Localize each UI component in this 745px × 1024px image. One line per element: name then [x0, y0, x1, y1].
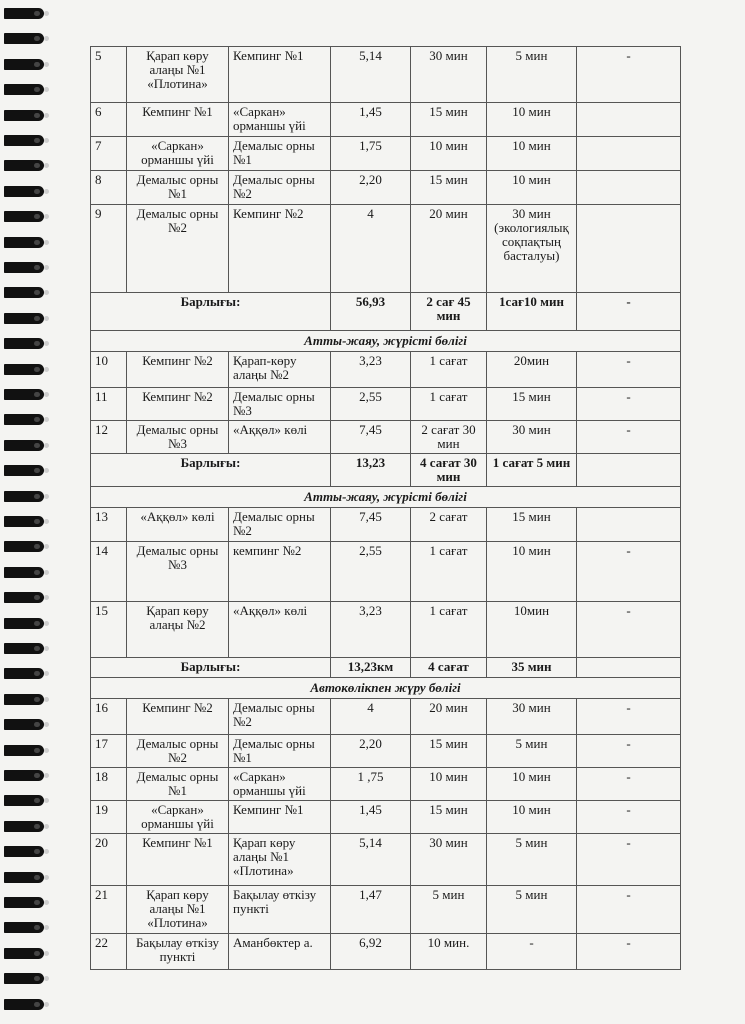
punch-hole: [44, 849, 49, 854]
route-from: Қарап көру алаңы №1 «Плотина»: [127, 47, 229, 103]
route-to: кемпинг №2: [229, 542, 331, 602]
distance-km: 1 ,75: [331, 768, 411, 801]
binding-ring: [4, 719, 44, 730]
route-to: Кемпинг №1: [229, 801, 331, 834]
note: -: [577, 352, 681, 388]
total-travel-time: 2 сағ 45 мин: [411, 293, 487, 331]
row-number: 13: [91, 508, 127, 542]
table-row: [91, 137, 681, 171]
punch-hole: [44, 11, 49, 16]
distance-km: 2,20: [331, 735, 411, 768]
punch-hole: [44, 748, 49, 753]
total-note: -: [577, 293, 681, 331]
distance-km: 4: [331, 205, 411, 293]
note: -: [577, 834, 681, 886]
route-from: Кемпинг №2: [127, 352, 229, 388]
rest-time: 10мин: [487, 602, 577, 658]
table-row: [91, 352, 681, 388]
punch-hole: [44, 367, 49, 372]
total-travel-time: 4 сағат: [411, 658, 487, 678]
row-number: 16: [91, 699, 127, 735]
total-row: [91, 293, 681, 331]
note: -: [577, 699, 681, 735]
distance-km: 7,45: [331, 508, 411, 542]
travel-time: 30 мин: [411, 47, 487, 103]
rest-time: 10 мин: [487, 137, 577, 171]
total-label: Барлығы:: [91, 658, 331, 678]
total-label: Барлығы:: [91, 454, 331, 487]
rest-time: 10 мин: [487, 801, 577, 834]
total-distance: 13,23: [331, 454, 411, 487]
total-rest-time: 1 сағат 5 мин: [487, 454, 577, 487]
binding-ring: [4, 745, 44, 756]
distance-km: 3,23: [331, 602, 411, 658]
punch-hole: [44, 265, 49, 270]
route-to: Демалыс орны №1: [229, 137, 331, 171]
route-to: «Аққөл» көлі: [229, 421, 331, 454]
punch-hole: [44, 595, 49, 600]
table-row: [91, 768, 681, 801]
binding-ring: [4, 33, 44, 44]
punch-hole: [44, 62, 49, 67]
punch-hole: [44, 951, 49, 956]
punch-hole: [44, 189, 49, 194]
row-number: 18: [91, 768, 127, 801]
binding-ring: [4, 414, 44, 425]
punch-hole: [44, 773, 49, 778]
binding-ring: [4, 491, 44, 502]
route-from: Қарап көру алаңы №1 «Плотина»: [127, 886, 229, 934]
rest-time: 20мин: [487, 352, 577, 388]
route-from: «Аққөл» көлі: [127, 508, 229, 542]
section-title: Атты-жаяу, жүрісті бөлігі: [91, 487, 681, 508]
total-distance: 13,23км: [331, 658, 411, 678]
binding-ring: [4, 262, 44, 273]
row-number: 11: [91, 388, 127, 421]
travel-time: 30 мин: [411, 834, 487, 886]
rest-time: 10 мин: [487, 542, 577, 602]
route-to: Аманбөктер а.: [229, 934, 331, 970]
table-row: [91, 421, 681, 454]
table-row: [91, 508, 681, 542]
total-row: [91, 658, 681, 678]
distance-km: 1,45: [331, 103, 411, 137]
travel-time: 1 сағат: [411, 542, 487, 602]
route-to: Бақылау өткізу пункті: [229, 886, 331, 934]
binding-ring: [4, 135, 44, 146]
distance-km: 5,14: [331, 47, 411, 103]
binding-ring: [4, 287, 44, 298]
row-number: 6: [91, 103, 127, 137]
binding-ring: [4, 211, 44, 222]
punch-hole: [44, 875, 49, 880]
route-from: Демалыс орны №1: [127, 171, 229, 205]
rest-time: 30 мин: [487, 421, 577, 454]
row-number: 10: [91, 352, 127, 388]
travel-time: 15 мин: [411, 103, 487, 137]
binding-ring: [4, 770, 44, 781]
route-to: Кемпинг №2: [229, 205, 331, 293]
punch-hole: [44, 36, 49, 41]
distance-km: 7,45: [331, 421, 411, 454]
note: [577, 137, 681, 171]
punch-hole: [44, 443, 49, 448]
row-number: 21: [91, 886, 127, 934]
row-number: 8: [91, 171, 127, 205]
total-travel-time: 4 сағат 30 мин: [411, 454, 487, 487]
punch-hole: [44, 976, 49, 981]
travel-time: 20 мин: [411, 699, 487, 735]
binding-ring: [4, 84, 44, 95]
punch-hole: [44, 646, 49, 651]
note: -: [577, 542, 681, 602]
travel-time: 15 мин: [411, 801, 487, 834]
punch-hole: [44, 900, 49, 905]
table-row: [91, 47, 681, 103]
punch-hole: [44, 519, 49, 524]
punch-hole: [44, 316, 49, 321]
note: -: [577, 886, 681, 934]
travel-time: 10 мин: [411, 768, 487, 801]
row-number: 17: [91, 735, 127, 768]
route-table: [90, 46, 681, 970]
binding-ring: [4, 338, 44, 349]
route-to: Қарап-көру алаңы №2: [229, 352, 331, 388]
row-number: 22: [91, 934, 127, 970]
rest-time: 10 мин: [487, 171, 577, 205]
route-from: Кемпинг №1: [127, 103, 229, 137]
rest-time: 10 мин: [487, 103, 577, 137]
punch-hole: [44, 722, 49, 727]
binding-ring: [4, 541, 44, 552]
route-from: Демалыс орны №3: [127, 421, 229, 454]
rest-time: 30 мин (экологиялық соқпақтың басталуы): [487, 205, 577, 293]
table-row: [91, 388, 681, 421]
punch-hole: [44, 392, 49, 397]
binding-ring: [4, 999, 44, 1010]
distance-km: 2,55: [331, 542, 411, 602]
route-to: Демалыс орны №2: [229, 508, 331, 542]
table-row: [91, 602, 681, 658]
punch-hole: [44, 621, 49, 626]
punch-hole: [44, 240, 49, 245]
punch-hole: [44, 214, 49, 219]
rest-time: 15 мин: [487, 388, 577, 421]
binding-ring: [4, 973, 44, 984]
route-from: Кемпинг №2: [127, 699, 229, 735]
note: -: [577, 768, 681, 801]
rest-time: 5 мин: [487, 886, 577, 934]
table-row: [91, 171, 681, 205]
punch-hole: [44, 544, 49, 549]
route-to: Қарап көру алаңы №1 «Плотина»: [229, 834, 331, 886]
route-to: Кемпинг №1: [229, 47, 331, 103]
row-number: 9: [91, 205, 127, 293]
row-number: 14: [91, 542, 127, 602]
binding-ring: [4, 440, 44, 451]
distance-km: 1,75: [331, 137, 411, 171]
distance-km: 4: [331, 699, 411, 735]
binding-ring: [4, 567, 44, 578]
binding-ring: [4, 694, 44, 705]
travel-time: 2 сағат 30 мин: [411, 421, 487, 454]
rest-time: 30 мин: [487, 699, 577, 735]
binding-ring: [4, 8, 44, 19]
binding-ring: [4, 465, 44, 476]
note: -: [577, 388, 681, 421]
punch-hole: [44, 925, 49, 930]
travel-time: 2 сағат: [411, 508, 487, 542]
travel-time: 15 мин: [411, 171, 487, 205]
binding-ring: [4, 592, 44, 603]
binding-ring: [4, 364, 44, 375]
route-to: Демалыс орны №3: [229, 388, 331, 421]
binding-ring: [4, 313, 44, 324]
binding-ring: [4, 186, 44, 197]
rest-time: -: [487, 934, 577, 970]
table-row: [91, 735, 681, 768]
route-from: Қарап көру алаңы №2: [127, 602, 229, 658]
total-label: Барлығы:: [91, 293, 331, 331]
binding-ring: [4, 160, 44, 171]
punch-hole: [44, 494, 49, 499]
note: -: [577, 934, 681, 970]
punch-hole: [44, 824, 49, 829]
note: [577, 205, 681, 293]
binding-ring: [4, 110, 44, 121]
route-to: Демалыс орны №2: [229, 699, 331, 735]
table-row: [91, 103, 681, 137]
table-row: [91, 542, 681, 602]
table-row: [91, 699, 681, 735]
distance-km: 1,45: [331, 801, 411, 834]
note: -: [577, 421, 681, 454]
punch-hole: [44, 570, 49, 575]
route-from: Кемпинг №1: [127, 834, 229, 886]
row-number: 19: [91, 801, 127, 834]
travel-time: 1 сағат: [411, 352, 487, 388]
rest-time: 15 мин: [487, 508, 577, 542]
route-from: Демалыс орны №2: [127, 205, 229, 293]
distance-km: 5,14: [331, 834, 411, 886]
distance-km: 2,20: [331, 171, 411, 205]
binding-ring: [4, 389, 44, 400]
note: -: [577, 801, 681, 834]
punch-hole: [44, 417, 49, 422]
note: -: [577, 735, 681, 768]
punch-hole: [44, 290, 49, 295]
punch-hole: [44, 87, 49, 92]
travel-time: 1 сағат: [411, 388, 487, 421]
punch-hole: [44, 138, 49, 143]
punch-hole: [44, 798, 49, 803]
binding-ring: [4, 59, 44, 70]
route-from: «Саркан» орманшы үйі: [127, 801, 229, 834]
travel-time: 5 мин: [411, 886, 487, 934]
distance-km: 2,55: [331, 388, 411, 421]
rest-time: 10 мин: [487, 768, 577, 801]
note: [577, 508, 681, 542]
section-header-row: [91, 331, 681, 352]
route-from: Кемпинг №2: [127, 388, 229, 421]
row-number: 12: [91, 421, 127, 454]
travel-time: 10 мин.: [411, 934, 487, 970]
distance-km: 3,23: [331, 352, 411, 388]
route-to: «Саркан» орманшы үйі: [229, 768, 331, 801]
note: -: [577, 602, 681, 658]
total-row: [91, 454, 681, 487]
binding-ring: [4, 516, 44, 527]
punch-hole: [44, 113, 49, 118]
table-row: [91, 205, 681, 293]
binding-ring: [4, 618, 44, 629]
binding-ring: [4, 668, 44, 679]
binding-ring: [4, 948, 44, 959]
section-title: Автокөлікпен жүру бөлігі: [91, 678, 681, 699]
punch-hole: [44, 341, 49, 346]
table-row: [91, 934, 681, 970]
section-header-row: [91, 678, 681, 699]
punch-hole: [44, 671, 49, 676]
table-row: [91, 801, 681, 834]
binding-ring: [4, 872, 44, 883]
note: [577, 171, 681, 205]
binding-ring: [4, 821, 44, 832]
travel-time: 15 мин: [411, 735, 487, 768]
rest-time: 5 мин: [487, 834, 577, 886]
route-to: Демалыс орны №2: [229, 171, 331, 205]
total-rest-time: 1сағ10 мин: [487, 293, 577, 331]
route-to: Демалыс орны №1: [229, 735, 331, 768]
row-number: 15: [91, 602, 127, 658]
route-from: Бақылау өткізу пункті: [127, 934, 229, 970]
route-to: «Аққөл» көлі: [229, 602, 331, 658]
travel-time: 10 мин: [411, 137, 487, 171]
punch-hole: [44, 163, 49, 168]
route-from: Демалыс орны №3: [127, 542, 229, 602]
row-number: 7: [91, 137, 127, 171]
row-number: 5: [91, 47, 127, 103]
route-from: Демалыс орны №2: [127, 735, 229, 768]
spiral-binding: [0, 0, 48, 1024]
note: [577, 103, 681, 137]
punch-holes: [44, 0, 50, 1024]
distance-km: 6,92: [331, 934, 411, 970]
binding-ring: [4, 795, 44, 806]
route-from: Демалыс орны №1: [127, 768, 229, 801]
binding-ring: [4, 846, 44, 857]
total-note: [577, 454, 681, 487]
travel-time: 1 сағат: [411, 602, 487, 658]
rest-time: 5 мин: [487, 735, 577, 768]
total-rest-time: 35 мин: [487, 658, 577, 678]
section-title: Атты-жаяу, жүрісті бөлігі: [91, 331, 681, 352]
binding-ring: [4, 237, 44, 248]
total-distance: 56,93: [331, 293, 411, 331]
binding-ring: [4, 922, 44, 933]
route-from: «Саркан» орманшы үйі: [127, 137, 229, 171]
route-to: «Саркан» орманшы үйі: [229, 103, 331, 137]
table-row: [91, 886, 681, 934]
rest-time: 5 мин: [487, 47, 577, 103]
punch-hole: [44, 1002, 49, 1007]
binding-ring: [4, 643, 44, 654]
section-header-row: [91, 487, 681, 508]
note: -: [577, 47, 681, 103]
table-row: [91, 834, 681, 886]
binding-ring: [4, 897, 44, 908]
punch-hole: [44, 468, 49, 473]
travel-time: 20 мин: [411, 205, 487, 293]
total-note: [577, 658, 681, 678]
punch-hole: [44, 697, 49, 702]
distance-km: 1,47: [331, 886, 411, 934]
row-number: 20: [91, 834, 127, 886]
